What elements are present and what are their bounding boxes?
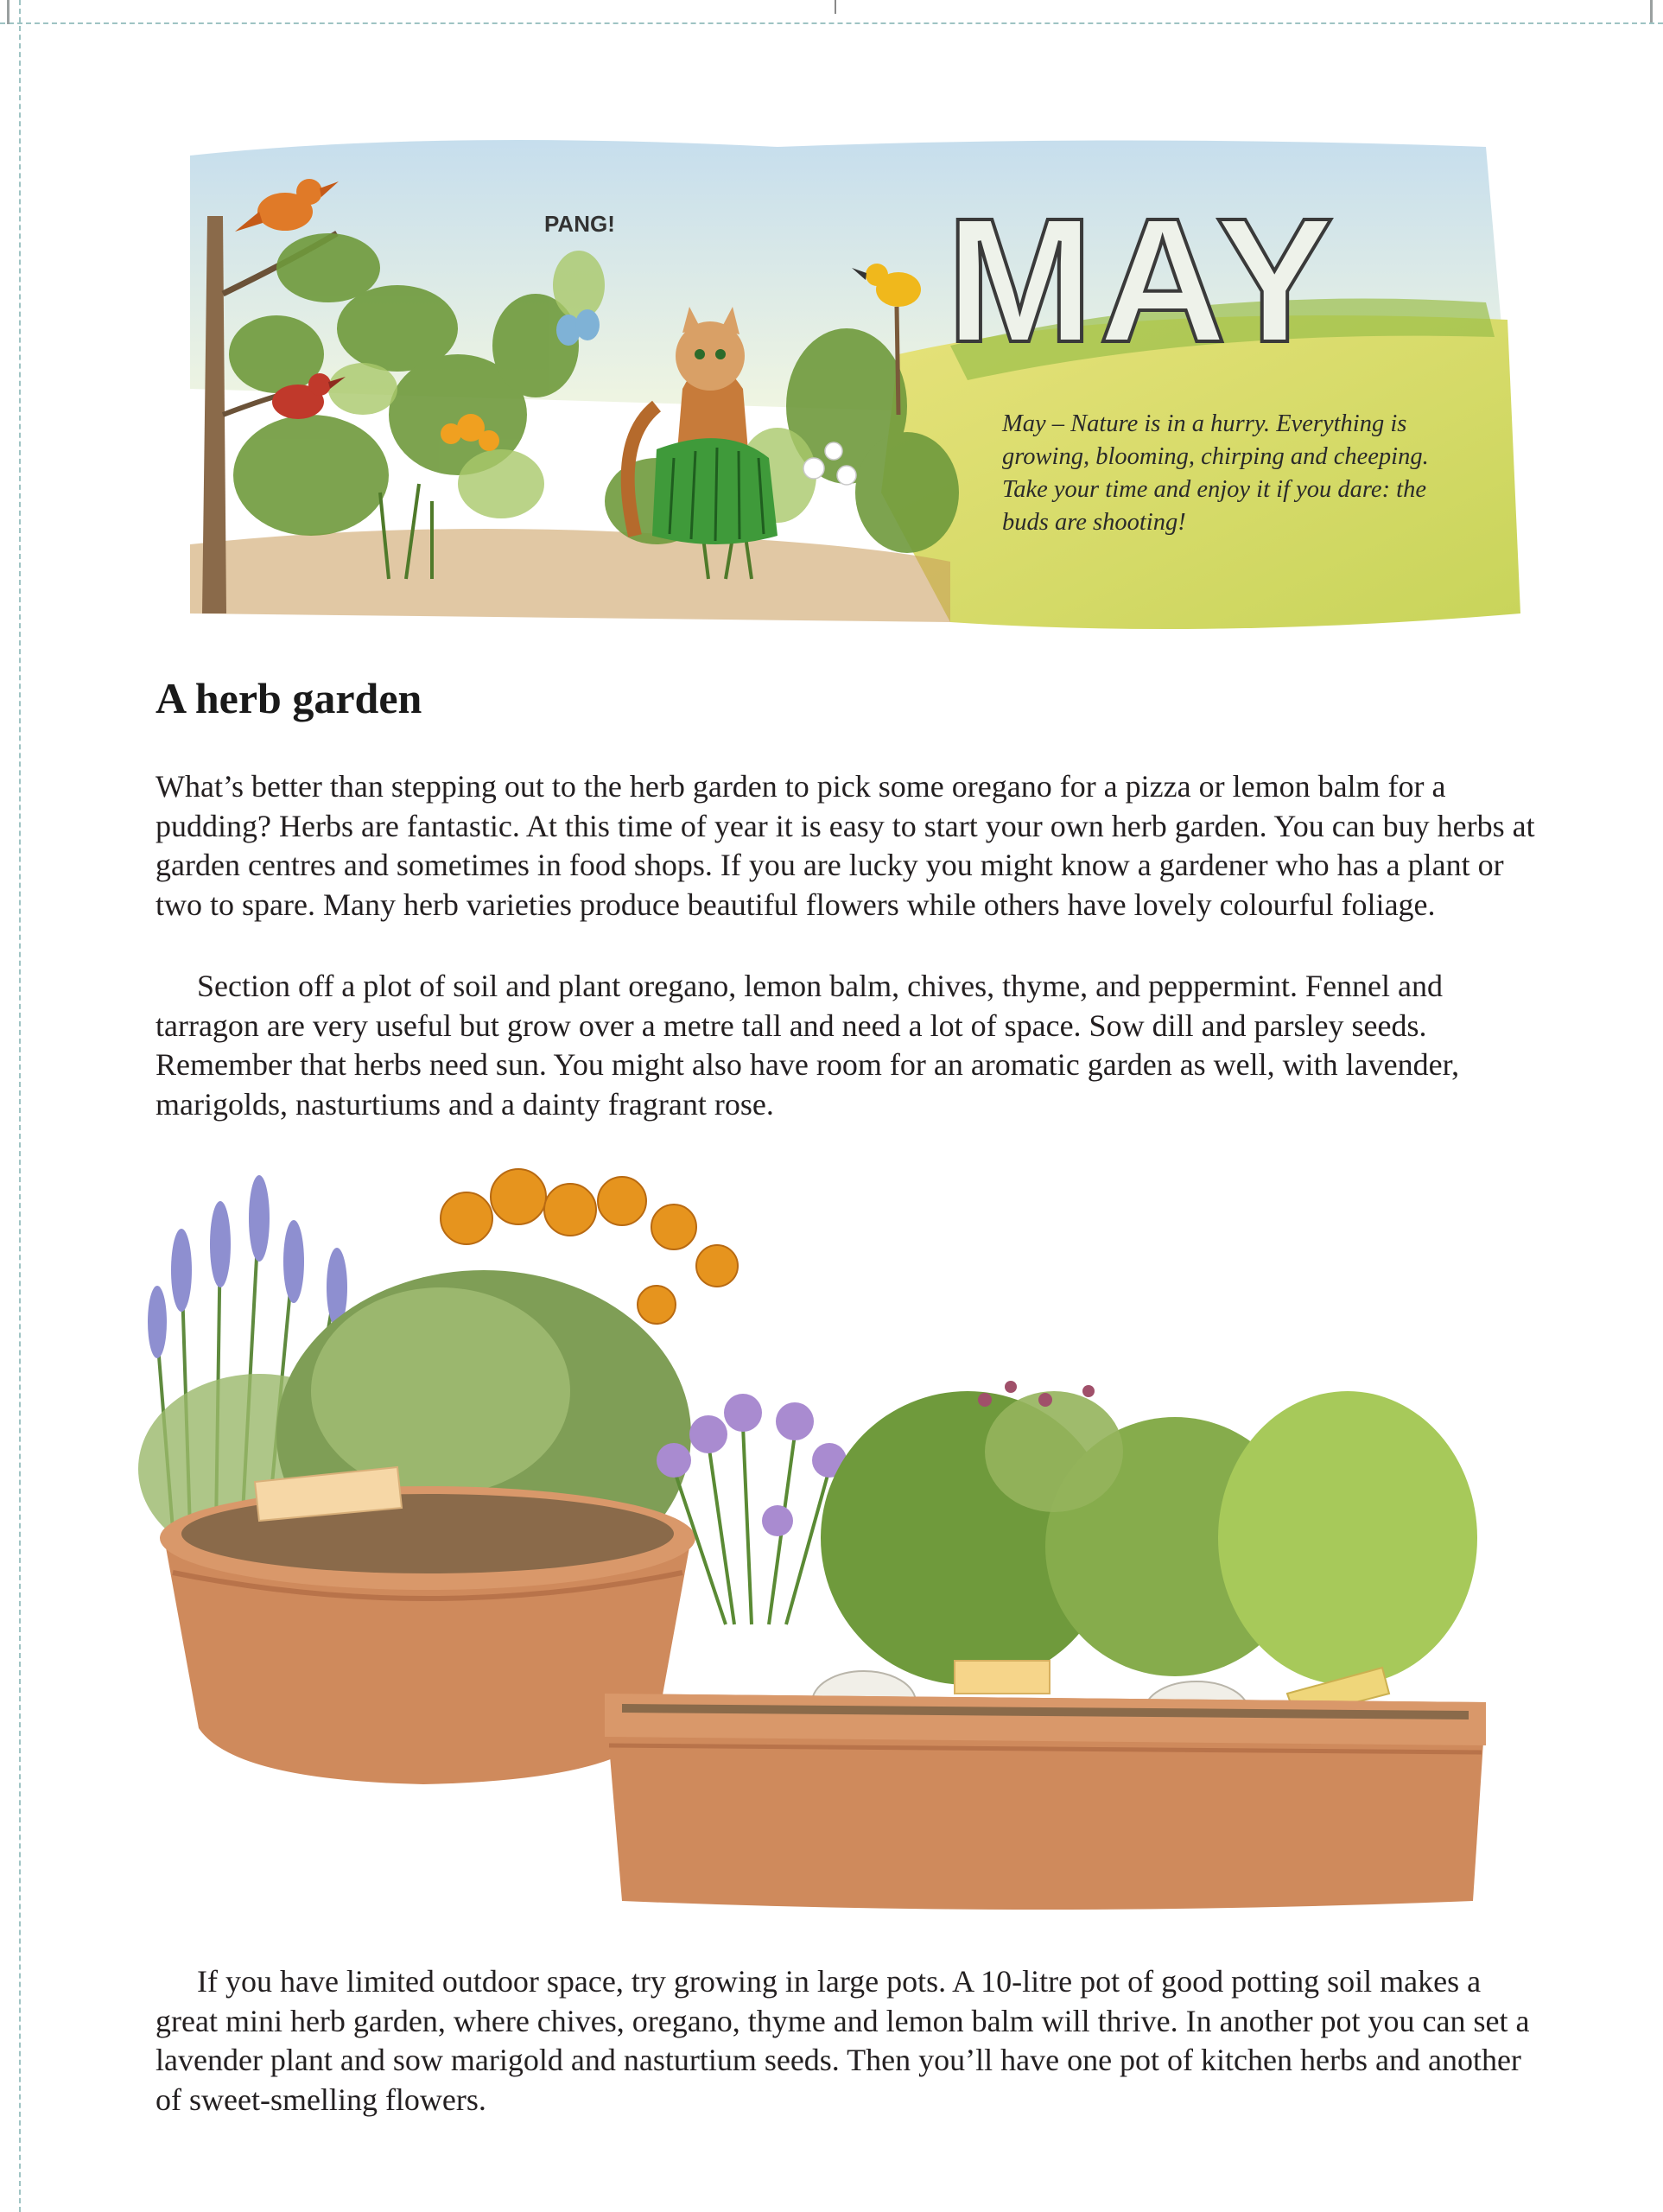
pots-paragraph: If you have limited outdoor space, try growing in large pots. A 10-litre pot of good potting soil makes a great mini herb garden, where chives, oregano, thyme and lemon balm will thrive. In another pot you can set a lavender plant and sow marigold and nasturtium seeds. Then you’ll have one pot of kitchen herbs and another of sweet-smelling flowers. (156, 1964, 1530, 2117)
intro-paragraph: What’s better than stepping out to the herb garden to pick some oregano for a pizza or lemon balm for a pudding? Herbs are fantastic. At this time of year it is easy to start your own herb garden. You can buy herbs at garden centres and sometimes in food shops. If you are lucky you might know a gardener who has a plant or two to spare. Many herb varieties produce beautiful flowers while others have lovely colourful foliage. (156, 769, 1535, 922)
herb-pots-image (138, 1141, 1520, 1936)
center-registration-mark (835, 0, 836, 14)
herb-pots-illustration (138, 1141, 1520, 1936)
may-banner-illustration (173, 130, 1520, 648)
crop-guide-top (0, 22, 1663, 24)
month-title: MAY (946, 181, 1339, 379)
plant-label-tag (955, 1661, 1050, 1694)
article-heading: A herb garden (156, 674, 422, 722)
crop-guide-left (19, 0, 21, 2212)
sound-effect-text: PANG! (544, 211, 615, 237)
trough-planter-icon (605, 1694, 1486, 1910)
garden-scene-image (173, 130, 1520, 648)
corner-crop-mark (0, 0, 10, 24)
month-caption: May – Nature is in a hurry. Everything is growing, blooming, chirping and cheeping. Take your time and enjoy it if you dare: the buds are shooting! (1002, 410, 1429, 536)
planting-paragraph: Section off a plot of soil and plant oregano, lemon balm, chives, thyme, and peppermint. Fennel and tarragon are very useful but grow over a metre tall and need a lot of space. Sow dill and parsley seeds. Remember that herbs need sun. You might also have room for an aromatic garden as well, with lavender, marigolds, nasturtiums and a dainty fragrant rose. (156, 969, 1460, 1122)
right-crop-mark (1650, 0, 1653, 22)
